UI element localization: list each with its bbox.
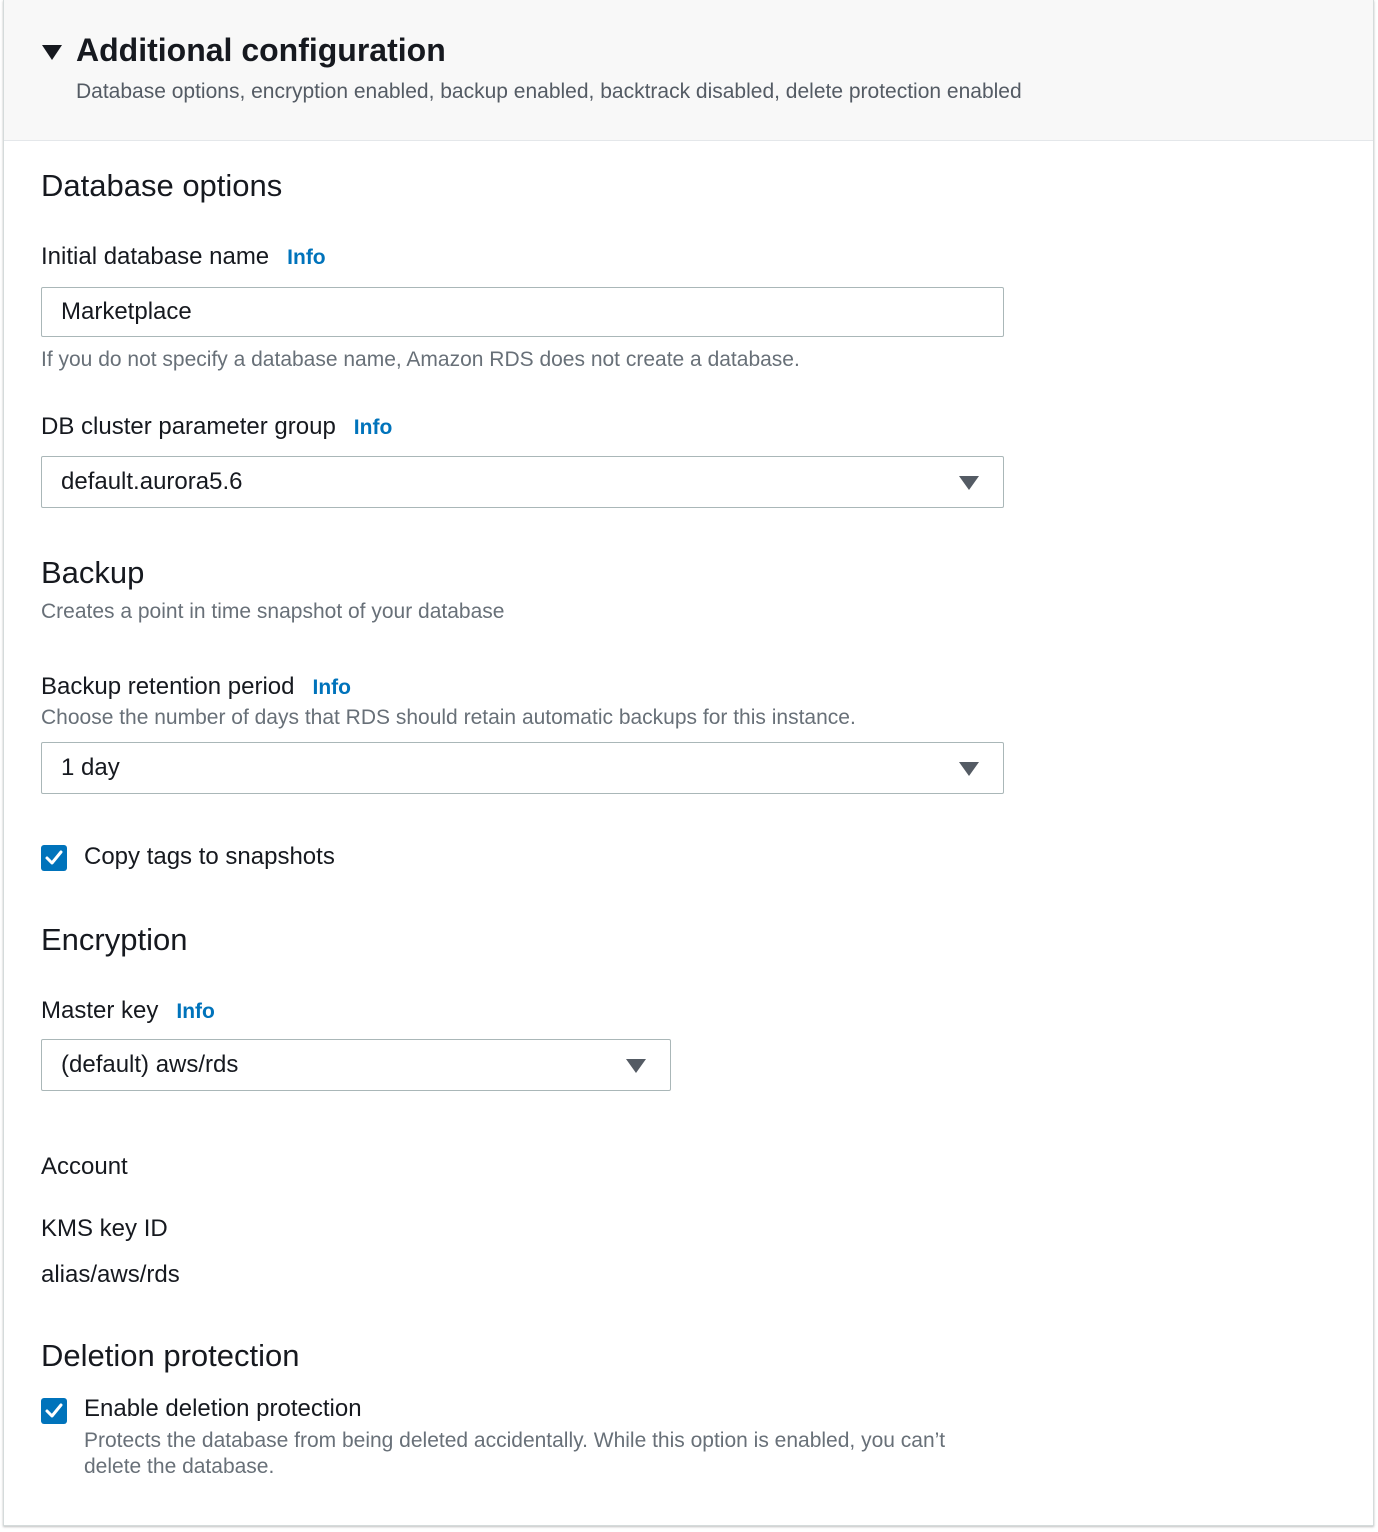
- parameter-group-label: DB cluster parameter group: [41, 413, 336, 440]
- initial-db-name-input[interactable]: [61, 288, 982, 336]
- copy-tags-label[interactable]: Copy tags to snapshots: [84, 843, 335, 870]
- parameter-group-select[interactable]: [41, 456, 1004, 508]
- panel-description: Database options, encryption enabled, backup enabled, backtrack disabled, delete protection enabled: [76, 80, 1022, 103]
- deletion-protection-title: Deletion protection: [41, 1338, 300, 1373]
- deletion-protection-checkbox[interactable]: [41, 1398, 67, 1424]
- chevron-down-icon: [959, 762, 979, 776]
- initial-db-name-hint: If you do not specify a database name, Amazon RDS does not create a database.: [41, 348, 800, 371]
- copy-tags-checkbox[interactable]: [41, 845, 67, 871]
- initial-db-name-label: Initial database name: [41, 243, 270, 270]
- caret-down-icon[interactable]: [42, 45, 62, 60]
- kms-key-id-label: KMS key ID: [41, 1215, 168, 1242]
- initial-db-name-info-link[interactable]: Info: [287, 246, 326, 269]
- database-options-title: Database options: [41, 168, 283, 203]
- parameter-group-selected-value: default.aurora5.6: [61, 468, 243, 495]
- master-key-selected-value: (default) aws/rds: [61, 1051, 239, 1078]
- kms-key-id-value: alias/aws/rds: [41, 1261, 180, 1288]
- retention-label-row: [41, 673, 351, 701]
- master-key-info-link[interactable]: Info: [176, 1000, 215, 1023]
- parameter-group-label-row: [41, 413, 392, 441]
- parameter-group-info-link[interactable]: Info: [353, 416, 393, 439]
- backup-title: Backup: [41, 555, 145, 590]
- retention-label: Backup retention period: [41, 673, 295, 700]
- deletion-protection-hint-line2: delete the database.: [84, 1455, 275, 1478]
- encryption-title: Encryption: [41, 922, 188, 957]
- master-key-select[interactable]: [41, 1039, 671, 1091]
- chevron-down-icon: [959, 476, 979, 490]
- initial-db-name-label-row: [41, 243, 326, 271]
- retention-hint: Choose the number of days that RDS should retain automatic backups for this instance.: [41, 706, 856, 729]
- master-key-label-row: [41, 997, 215, 1025]
- panel-title[interactable]: Additional configuration: [76, 32, 446, 68]
- initial-db-name-input-wrapper: [41, 287, 1004, 337]
- checkmark-icon: [44, 1401, 64, 1421]
- account-label: Account: [41, 1153, 128, 1180]
- checkmark-icon: [44, 848, 64, 868]
- chevron-down-icon: [626, 1059, 646, 1073]
- deletion-protection-hint-line1: Protects the database from being deleted accidentally. While this option is enabled, you can’t: [84, 1429, 946, 1452]
- master-key-label: Master key: [41, 997, 159, 1024]
- retention-selected-value: 1 day: [61, 754, 120, 781]
- backup-description: Creates a point in time snapshot of your database: [41, 600, 505, 623]
- deletion-protection-label[interactable]: Enable deletion protection: [84, 1395, 362, 1422]
- additional-configuration-panel: [3, 0, 1374, 1526]
- retention-period-select[interactable]: [41, 742, 1004, 794]
- retention-info-link[interactable]: Info: [312, 676, 351, 699]
- panel-header[interactable]: [4, 0, 1373, 141]
